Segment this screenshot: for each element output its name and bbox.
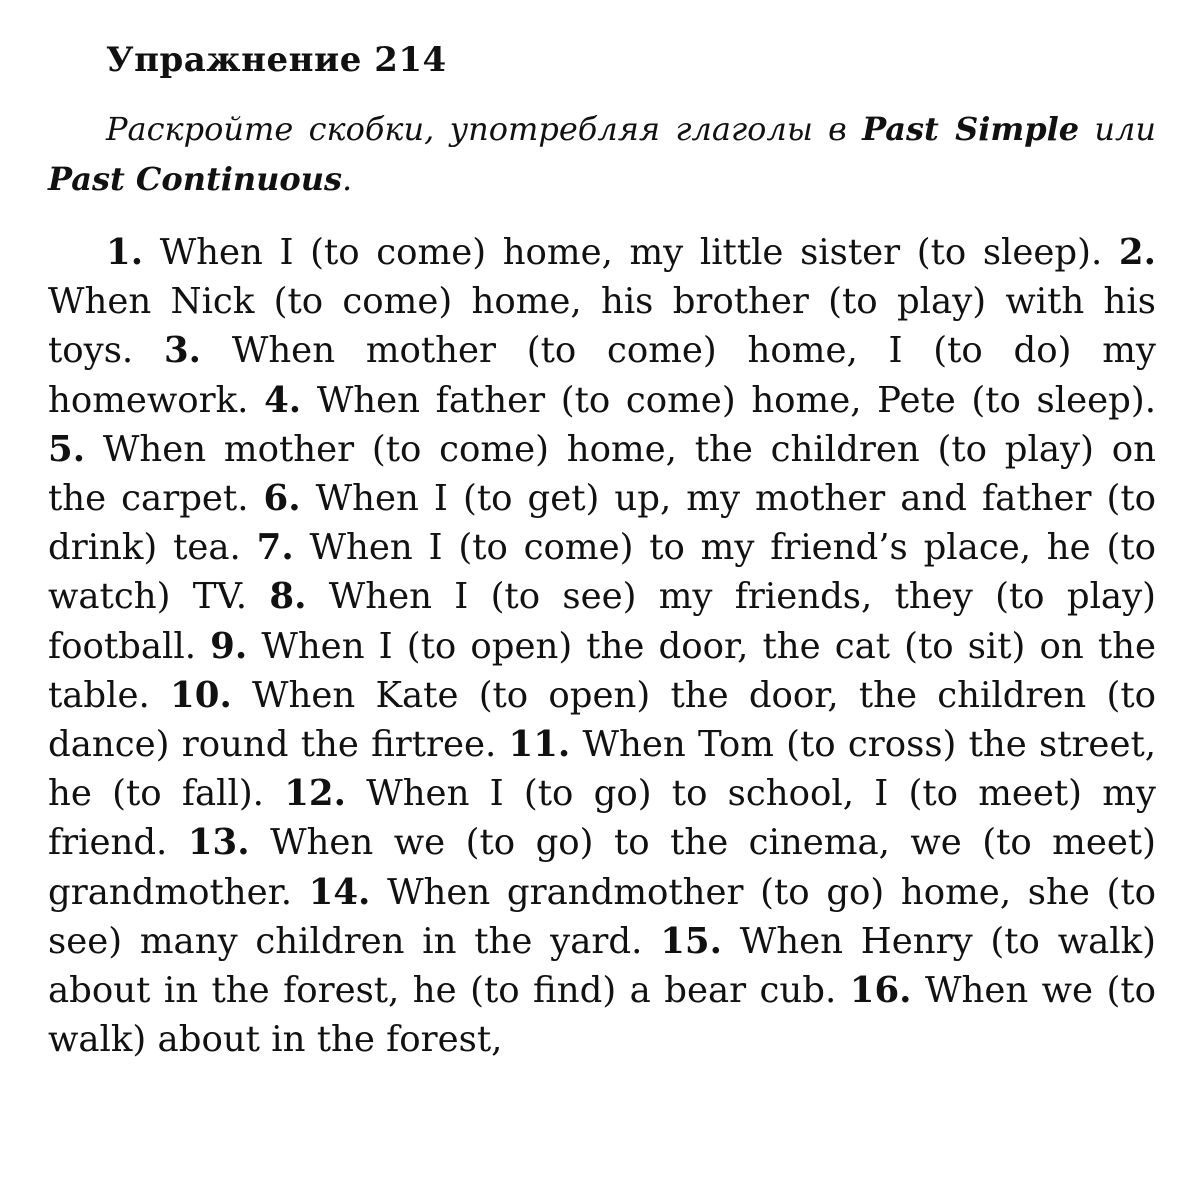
sentence-number: 1. [106, 232, 144, 273]
sentence-text: When grandmother (to go) home, she (to see) many children in the yard. [48, 871, 1156, 962]
sentence-number: 3. [163, 330, 202, 372]
sentence-number: 9. [210, 625, 248, 667]
sentence-number: 10. [170, 674, 232, 716]
sentence-text: When I (to get) up, my mother and father (to drink) tea. [48, 478, 1156, 569]
sentence-text: When Henry (to walk) about in the forest, he (to find) a bear cub. [48, 920, 1156, 1012]
sentence-number: 6. [263, 478, 301, 520]
sentence-number: 11. [508, 724, 571, 766]
sentence-number: 7. [256, 527, 294, 569]
instruction-text: . [342, 160, 353, 198]
instruction-text: или [1079, 110, 1156, 148]
sentence-text: When mother (to come) home, I (to do) my homework. [48, 330, 1156, 421]
instruction-text: Раскройте скобки, употребляя глаголы в [106, 110, 863, 148]
sentence-number: 14. [308, 871, 371, 913]
exercise-title: Упражнение 214 [106, 40, 447, 80]
instruction-term-past-continuous: Past Continuous [48, 160, 343, 198]
instruction-term-past-simple: Past Simple [862, 110, 1080, 148]
sentence-number: 13. [187, 822, 250, 864]
sentence-text: When Kate (to open) the door, the children (to dance) round the firtree. [48, 674, 1156, 766]
textbook-page [48, 34, 1156, 1064]
sentence-number: 2. [1118, 232, 1156, 273]
sentence-number: 5. [48, 428, 86, 470]
exercise-instruction [48, 104, 1156, 204]
exercise-sentences [48, 228, 1156, 1064]
sentence-number: 12. [284, 773, 346, 815]
sentence-number: 8. [269, 576, 307, 618]
sentence-text: When I (to come) to my friend’s place, he (to watch) TV. [48, 527, 1156, 618]
sentence-number: 15. [660, 920, 722, 962]
sentence-text: When I (to come) home, my little sister (to sleep). [159, 232, 1103, 273]
sentence-text: When Tom (to cross) the street, he (to fall). [48, 724, 1156, 815]
sentence-text: When we (to go) to the cinema, we (to meet) grandmother. [48, 822, 1156, 913]
sentence-text: When Nick (to come) home, his brother (to play) with his toys. [48, 281, 1156, 372]
sentence-number: 16. [849, 970, 912, 1012]
sentence-text: When we (to walk) about in the forest, [48, 970, 1156, 1061]
sentence-text: When I (to see) my friends, they (to play) football. [48, 576, 1156, 667]
sentence-item [106, 232, 1102, 273]
sentence-number: 4. [264, 379, 302, 421]
sentence-text: When I (to go) to school, I (to meet) my friend. [48, 773, 1156, 864]
sentence-item [264, 380, 1156, 421]
sentence-text: When father (to come) home, Pete (to sleep). [316, 379, 1156, 421]
sentence-text: When mother (to come) home, the children (to play) on the carpet. [48, 428, 1156, 520]
sentence-text: When I (to open) the door, the cat (to sit) on the table. [48, 625, 1156, 716]
